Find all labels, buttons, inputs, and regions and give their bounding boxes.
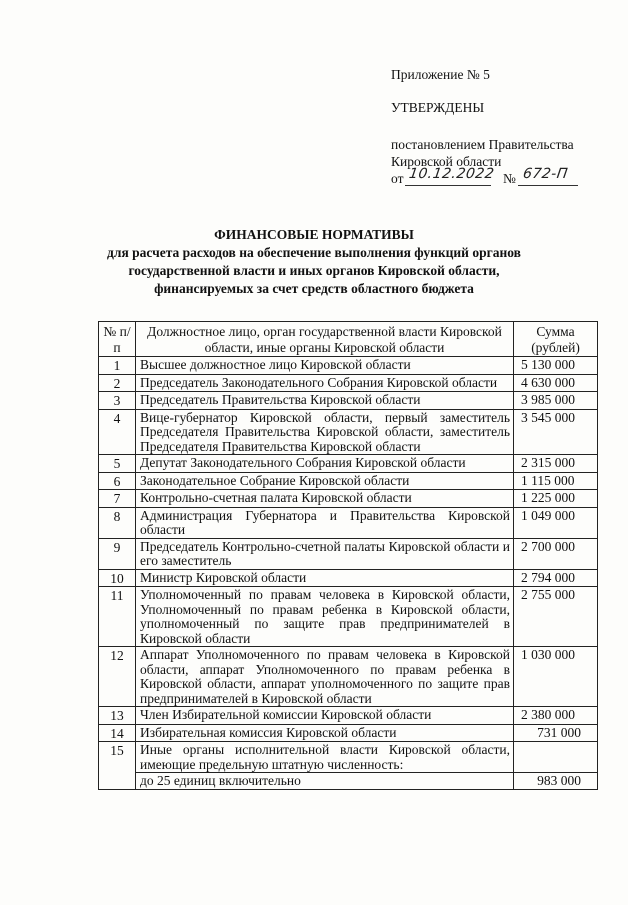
row-num: 12	[99, 647, 136, 707]
row-name: Председатель Законодательного Собрания Кировской области	[136, 374, 514, 392]
row-num: 10	[99, 569, 136, 587]
row-sum: 3 985 000	[514, 392, 598, 410]
row-num: 15	[99, 742, 136, 773]
row-name: Вице-губернатор Кировской области, первый заместитель Председателя Правительства Кировской области, заместитель Председателя Правительства Кировской области	[136, 409, 514, 455]
row-name: Председатель Контрольно-счетной палаты Кировской области и его заместитель	[136, 538, 514, 569]
table-row	[99, 490, 598, 508]
table-row	[99, 773, 598, 790]
handwritten-date: 10.12.2022	[407, 166, 496, 182]
header-name: Должностное лицо, орган государственной власти Кировской области, иные органы Кировской области	[136, 322, 514, 357]
table-row	[99, 742, 598, 773]
row-sum: 2 700 000	[514, 538, 598, 569]
row-sum: 1 030 000	[514, 647, 598, 707]
doc-title: ФИНАНСОВЫЕ НОРМАТИВЫ	[214, 227, 414, 242]
row-num: 13	[99, 707, 136, 725]
row-sum: 4 630 000	[514, 374, 598, 392]
decree-line-2: Кировской области	[391, 154, 502, 169]
table-row	[99, 409, 598, 455]
header-num: № п/п	[99, 322, 136, 357]
row-sum: 983 000	[514, 773, 598, 790]
row-sum: 1 225 000	[514, 490, 598, 508]
table-row	[99, 647, 598, 707]
table-row	[99, 507, 598, 538]
row-name: Министр Кировской области	[136, 569, 514, 587]
table-row	[99, 455, 598, 473]
table-row	[99, 707, 598, 725]
row-sum: 2 315 000	[514, 455, 598, 473]
table-row	[99, 587, 598, 647]
appendix-label: Приложение № 5	[391, 67, 490, 82]
row-name: Аппарат Уполномоченного по правам человека в Кировской области, аппарат Уполномоченного по правам ребенка в Кировской области, аппарат уполномоченного по защите прав предпринимателей в Кировской области	[136, 647, 514, 707]
date-underline	[405, 185, 491, 186]
row-sum: 1 115 000	[514, 472, 598, 490]
doc-subtitle-3: финансируемых за счет средств областного бюджета	[154, 281, 474, 296]
row-name: Председатель Правительства Кировской области	[136, 392, 514, 410]
row-num: 7	[99, 490, 136, 508]
row-name: Депутат Законодательного Собрания Кировской области	[136, 455, 514, 473]
table-row	[99, 569, 598, 587]
row-name: Администрация Губернатора и Правительства Кировской области	[136, 507, 514, 538]
table-row	[99, 392, 598, 410]
approved-label: УТВЕРЖДЕНЫ	[391, 100, 485, 115]
row-num: 14	[99, 724, 136, 742]
doc-subtitle-1: для расчета расходов на обеспечение выполнения функций органов	[107, 245, 521, 260]
row-sum: 2 755 000	[514, 587, 598, 647]
date-prefix: от	[391, 171, 404, 186]
number-prefix: №	[503, 171, 516, 186]
header-sum: Сумма (рублей)	[514, 322, 598, 357]
row-num: 6	[99, 472, 136, 490]
row-num: 2	[99, 374, 136, 392]
table-row	[99, 538, 598, 569]
row-sum: 3 545 000	[514, 409, 598, 455]
table-header-row	[99, 322, 598, 357]
row-num	[99, 773, 136, 790]
handwritten-number: 672-П	[521, 166, 569, 182]
table-row	[99, 374, 598, 392]
row-name: Избирательная комиссия Кировской области	[136, 724, 514, 742]
table-row	[99, 472, 598, 490]
number-underline	[518, 185, 578, 186]
row-sum: 731 000	[514, 724, 598, 742]
row-sum: 2 380 000	[514, 707, 598, 725]
table-row	[99, 724, 598, 742]
decree-line-1: постановлением Правительства	[391, 137, 574, 152]
row-num: 1	[99, 357, 136, 375]
normatives-table	[98, 321, 598, 790]
row-num: 3	[99, 392, 136, 410]
row-name: Контрольно-счетная палата Кировской области	[136, 490, 514, 508]
table-row	[99, 357, 598, 375]
row-name: Высшее должностное лицо Кировской области	[136, 357, 514, 375]
doc-subtitle-2: государственной власти и иных органов Кировской области,	[128, 263, 500, 278]
row-sum	[514, 742, 598, 773]
row-sum: 5 130 000	[514, 357, 598, 375]
row-num: 4	[99, 409, 136, 455]
row-sum: 2 794 000	[514, 569, 598, 587]
row-name: Член Избирательной комиссии Кировской области	[136, 707, 514, 725]
row-num: 5	[99, 455, 136, 473]
row-name: до 25 единиц включительно	[136, 773, 514, 790]
row-sum: 1 049 000	[514, 507, 598, 538]
row-name: Иные органы исполнительной власти Кировской области, имеющие предельную штатную численность:	[136, 742, 514, 773]
row-num: 8	[99, 507, 136, 538]
row-name: Уполномоченный по правам человека в Кировской области, Уполномоченный по правам ребенка в Кировской области, уполномоченный по защите прав предпринимателей в Кировской области	[136, 587, 514, 647]
row-num: 9	[99, 538, 136, 569]
row-name: Законодательное Собрание Кировской области	[136, 472, 514, 490]
row-num: 11	[99, 587, 136, 647]
